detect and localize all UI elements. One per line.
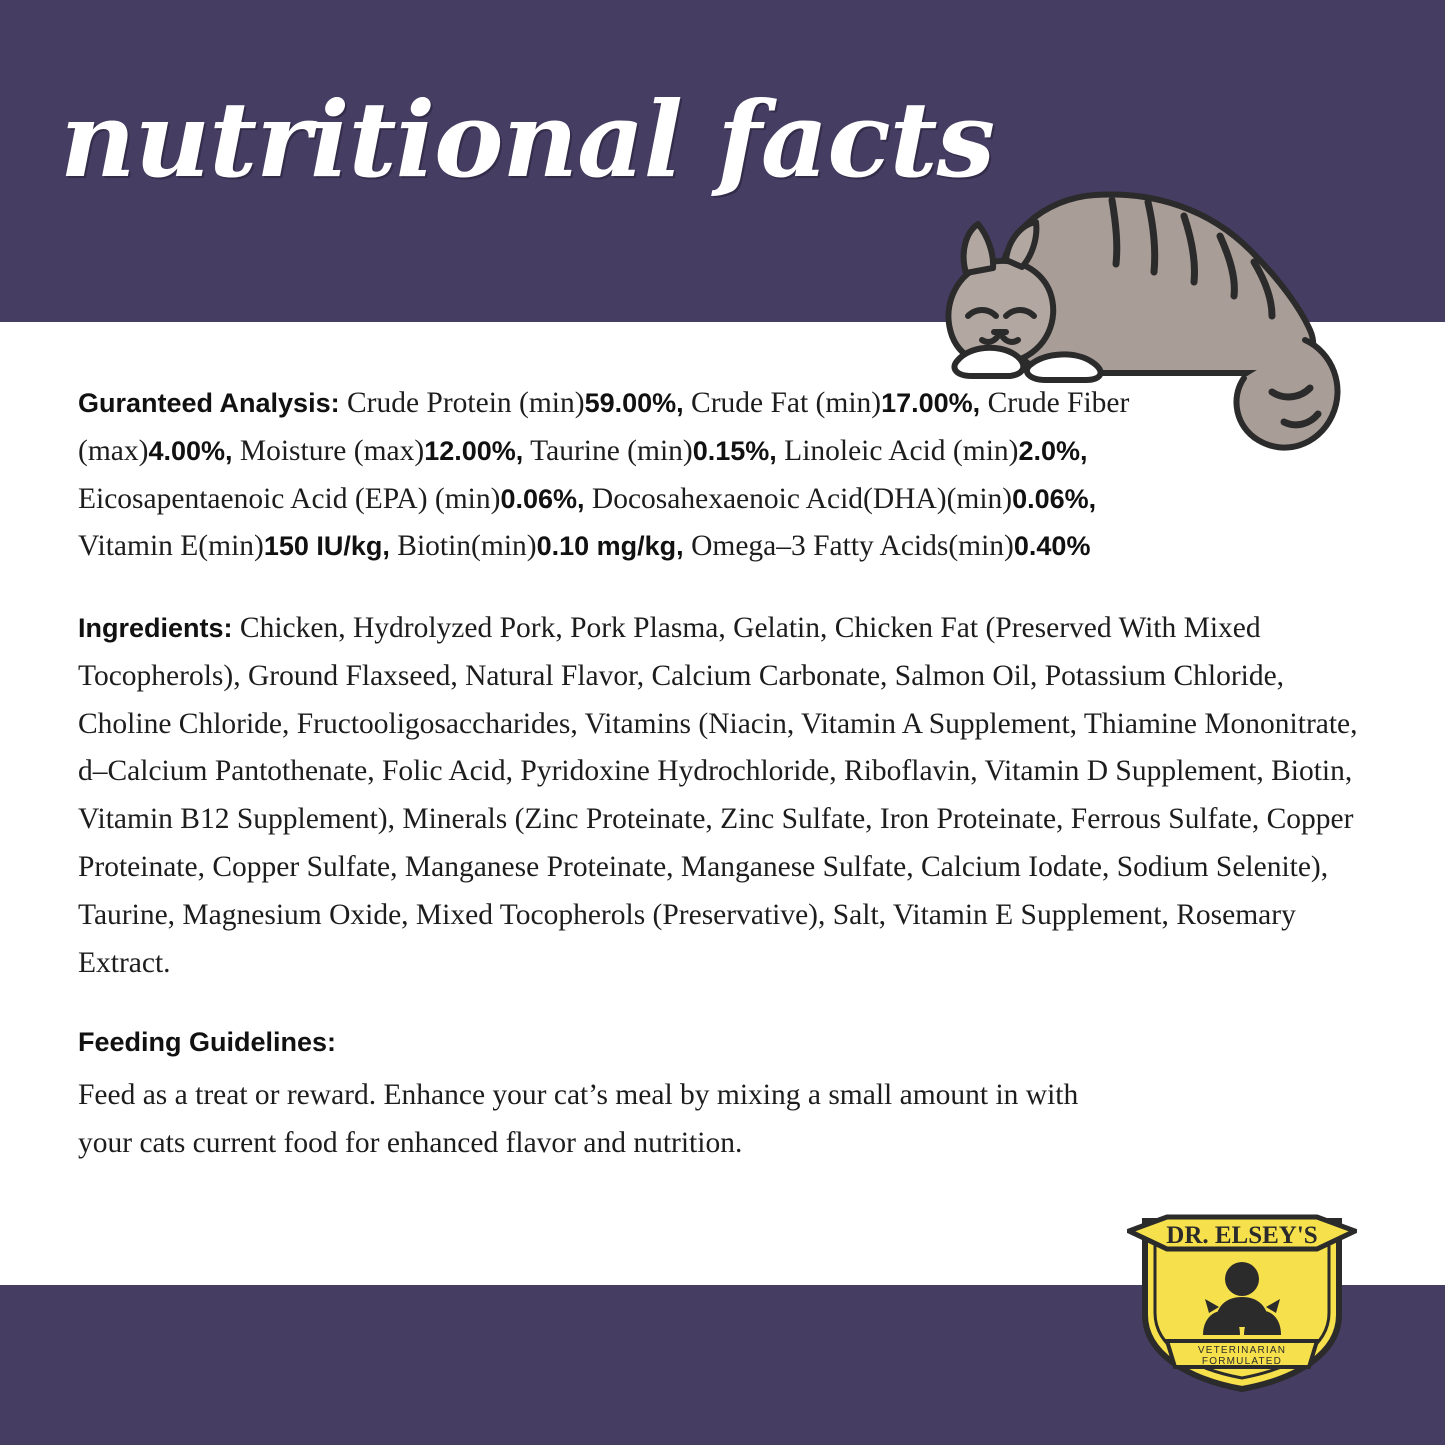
guaranteed-analysis-text: Crude Protein (min)59.00%, Crude Fat (min)17.00%, Crude Fiber (max)4.00%, Moisture (max)12.00%, Taurine (min)0.15%, Linoleic Acid (min)2.0%, Eicosapentaenoic Acid (EPA) (min)0.06%, Docosahexaenoic Acid(DHA)(min)0.06%, Vitamin E(min)150 IU/kg, Biotin(min)0.10 mg/kg, Omega–3 Fatty Acids(min)0.40% — [78, 387, 1130, 563]
ingredients-label: Ingredients: — [78, 613, 233, 644]
content-area — [78, 380, 1368, 1168]
brand-logo — [1127, 1203, 1357, 1393]
feeding-guidelines-text: Feed as a treat or reward. Enhance your cat’s meal by mixing a small amount in with your cats current food for enhanced flavor and nutrition. — [78, 1079, 1079, 1160]
logo-tagline-line2: FORMULATED — [1201, 1356, 1283, 1367]
brand-name: DR. ELSEY'S — [1166, 1222, 1318, 1249]
ingredients-paragraph — [78, 605, 1363, 987]
page-title: nutritional facts — [60, 78, 995, 201]
guaranteed-analysis-label: Guranteed Analysis: — [78, 388, 340, 418]
ingredients-text: Chicken, Hydrolyzed Pork, Pork Plasma, Gelatin, Chicken Fat (Preserved With Mixed Tocopherols), Ground Flaxseed, Natural Flavor, Calcium Carbonate, Salmon Oil, Potassium Chloride, Choline Chloride, Fructooligosaccharides, Vitamins (Niacin, Vitamin A Supplement, Thiamine Mononitrate, d–Calcium Pantothenate, Folic Acid, Pyridoxine Hydrochloride, Riboflavin, Vitamin D Supplement, Biotin, Vitamin B12 Supplement), Minerals (Zinc Proteinate, Zinc Sulfate, Iron Proteinate, Ferrous Sulfate, Copper Proteinate, Copper Sulfate, Manganese Proteinate, Manganese Sulfate, Calcium Iodate, Sodium Selenite), Taurine, Magnesium Oxide, Mixed Tocopherols (Preservative), Salt, Vitamin E Supplement, Rosemary Extract. — [78, 612, 1358, 979]
logo-tagline-line1: VETERINARIAN — [1197, 1345, 1287, 1356]
feeding-guidelines-label: Feeding Guidelines: — [78, 1027, 337, 1058]
guaranteed-analysis-paragraph — [78, 380, 1193, 571]
